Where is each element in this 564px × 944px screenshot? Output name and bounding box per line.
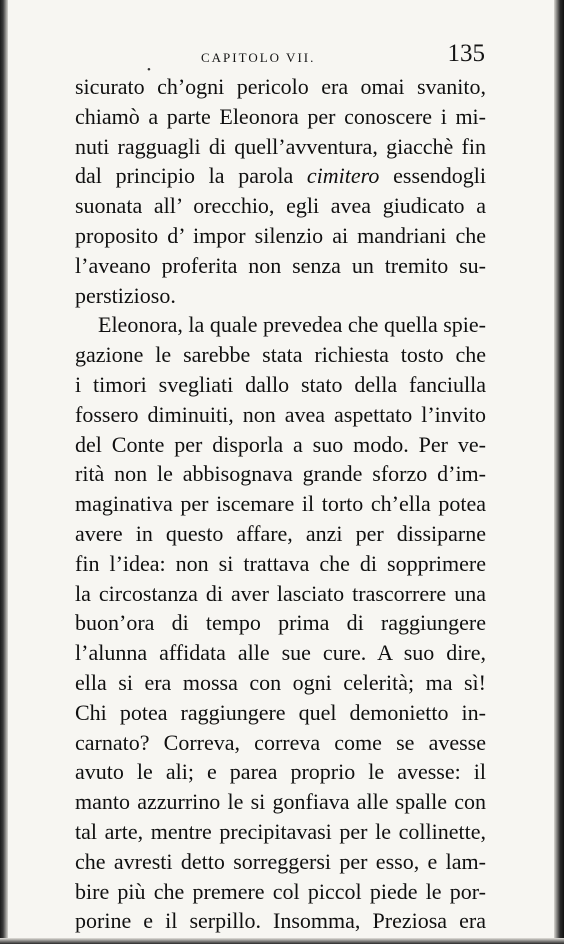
text-line: sicurato ch’ogni pericolo era omai svanito, [75,74,486,99]
text-line: i timori svegliati dallo stato della fanciulla [75,371,486,397]
text-line: del Conte per disporla a suo modo. Per ve- [75,431,486,457]
text-line: fin l’idea: non si trattava che di sopprimere [75,550,486,576]
running-head: CAPITOLO VII. [201,50,316,65]
page-number: 135 [447,40,485,67]
text-line: buon’ora di tempo prima di raggiungere [75,610,486,636]
text-line: carnato? Correva, correva come se avesse [75,729,486,755]
text-line: rità non le abbisognava grande sforzo d’im- [75,461,486,487]
text-line: dal principio la parola cimitero essendogli [75,163,486,189]
text-line: bire più che premere col piccol piede le por- [75,878,486,904]
text-line: manto azzurrino le si gonfiava alle spalle con [75,789,486,815]
page-right-edge [554,0,564,944]
text-line: Chi potea raggiungere quel demonietto in- [75,699,486,725]
text-line: suonata all’ orecchio, egli avea giudicato a [75,193,486,219]
page-bottom-edge [0,938,564,944]
text-line: chiamò a parte Eleonora per conoscere i mi- [75,103,486,129]
text-line: porine e il serpillo. Insomma, Preziosa era [75,908,486,934]
text-line: tal arte, mentre precipitavasi per le collinette, [75,818,486,844]
text-line: che avresti detto sorreggersi per esso, e lam- [75,848,486,874]
text-line: nuti ragguagli di quell’avventura, giacchè fin [75,133,486,159]
text-line: la circostanza di aver lasciato trascorrere una [75,580,486,606]
text-line: proposito d’ impor silenzio ai mandriani che [75,222,486,248]
text-line: ella si era mossa con ogni celerità; ma sì! [75,669,486,695]
text-line: avere in questo affare, anzi per dissiparne [75,520,486,546]
printer-mark: • [147,64,151,76]
text-line: fossero diminuiti, non avea aspettato l’invito [75,401,486,427]
text-line: gazione le sarebbe stata richiesta tosto che [75,342,486,368]
page-left-edge [0,0,8,944]
italic-word: cimitero [306,163,380,189]
text-line: perstizioso. [75,282,176,308]
text-line: l’aveano proferita non senza un tremito su- [75,252,486,278]
text-line: Eleonora, la quale prevedea che quella spie- [98,312,486,338]
text-line: avuto le ali; e parea proprio le avesse: il [75,759,486,785]
body-text [75,72,486,936]
text-line: maginativa per iscemare il torto ch’ella potea [75,491,486,517]
text-line: l’alunna affidata alle sue cure. A suo dire, [75,640,486,666]
